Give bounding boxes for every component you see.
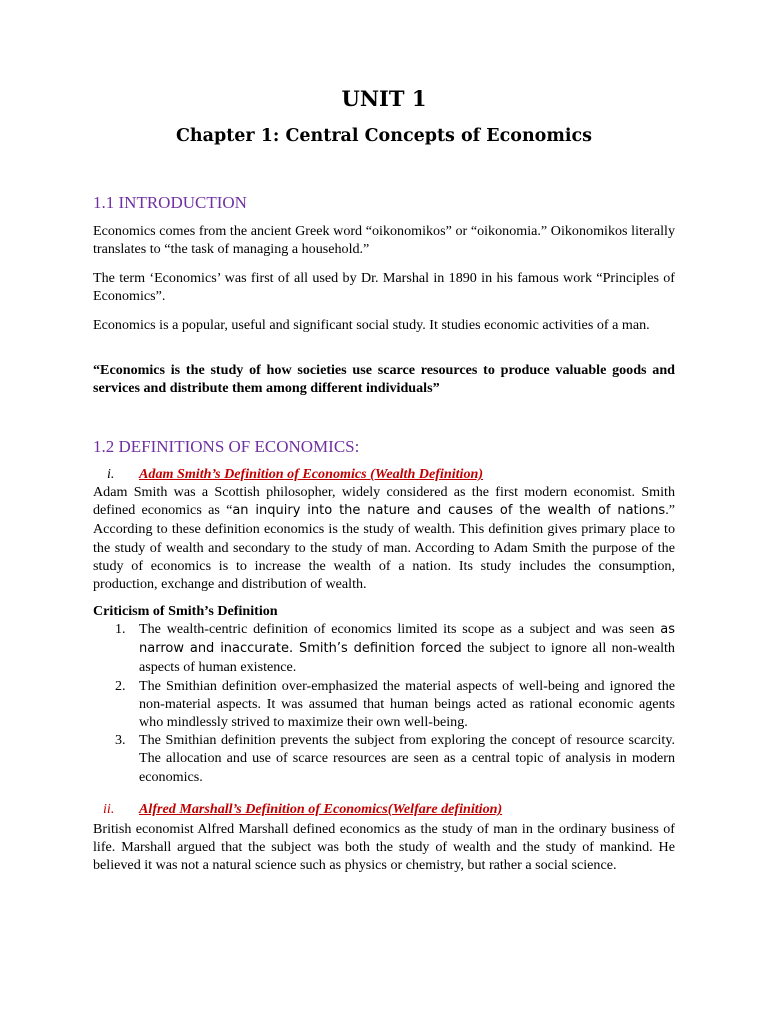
list-number: 3. bbox=[115, 732, 126, 749]
smith-body-end: .” According to these definition economics is the study of wealth. This definition gives primary place to the study of wealth and secondary to the study of man. According to Adam Smith the purpose of the study of economics is to increase the wealth of a nation. Its study includes the consumption, production, exchange and distribution of wealth. bbox=[93, 502, 675, 593]
chapter-title: Chapter 1: Central Concepts of Economics bbox=[175, 126, 593, 146]
list-number: 2. bbox=[115, 677, 126, 694]
list-text: The Smithian definition prevents the subject from exploring the concept of resource scarcity. The allocation and use of scarce resources are seen as a central topic of analysis in modern economics. bbox=[139, 732, 675, 785]
list-item bbox=[93, 731, 675, 786]
smith-quote-fragment: an inquiry into the nature and causes of the wealth of nations bbox=[232, 503, 666, 519]
roman-numeral: ii. bbox=[103, 801, 115, 817]
list-text: The wealth-centric definition of economics limited its scope as a subject and was seen bbox=[139, 621, 661, 637]
smith-definition-heading bbox=[93, 465, 675, 483]
intro-paragraph-3: Economics is a popular, useful and significant social study. It studies economic activities of a man. bbox=[93, 317, 650, 333]
criticism-list bbox=[93, 620, 675, 786]
smith-definition-title: Adam Smith’s Definition of Economics (Wealth Definition) bbox=[139, 466, 484, 482]
marshall-definition-body: British economist Alfred Marshall defined economics as the study of man in the ordinary business of life. Marshall argued that the subject was both the study of wealth and the study of mankind. He believed it was not a natural science such as physics or chemistry, but rather a social science. bbox=[93, 821, 675, 874]
criticism-heading: Criticism of Smith’s Definition bbox=[93, 603, 278, 619]
intro-paragraph-2: The term ‘Economics’ was first of all used by Dr. Marshal in 1890 in his famous work “Principles of Economics”. bbox=[93, 270, 675, 305]
unit-title: UNIT 1 bbox=[341, 86, 427, 111]
list-text-sans-fragment: as narrow and inaccurate. Smith’s definition forced bbox=[139, 622, 675, 657]
list-item bbox=[93, 677, 675, 732]
smith-body-start: Adam Smith was a Scottish philosopher, widely considered as the first modern economist. Smith defined economics as “ bbox=[93, 484, 675, 519]
marshall-definition-heading bbox=[93, 800, 675, 818]
list-item bbox=[93, 620, 675, 677]
roman-numeral: i. bbox=[107, 466, 115, 482]
marshall-definition-title: Alfred Marshall’s Definition of Economics(Welfare definition) bbox=[139, 801, 503, 817]
smith-definition-body bbox=[93, 483, 675, 593]
list-text: The Smithian definition over-emphasized the material aspects of well-being and ignored the non-material aspects. It was assumed that human beings acted as rational economic agents who mindlessly strived to maximize their own well-being. bbox=[139, 677, 675, 731]
section-heading-definitions: 1.2 DEFINITIONS OF ECONOMICS: bbox=[93, 437, 360, 456]
intro-paragraph-1: Economics comes from the ancient Greek word “oikonomikos” or “oikonomia.” Oikonomikos literally translates to “the task of managing a household.” bbox=[93, 223, 675, 258]
section-heading-introduction: 1.1 INTRODUCTION bbox=[93, 193, 247, 212]
definition-quote: “Economics is the study of how societies use scarce resources to produce valuable goods and services and distribute them among different individuals” bbox=[93, 362, 675, 397]
list-number: 1. bbox=[115, 621, 126, 637]
list-text-end: the subject to ignore all non-wealth aspects of human existence. bbox=[139, 640, 675, 676]
